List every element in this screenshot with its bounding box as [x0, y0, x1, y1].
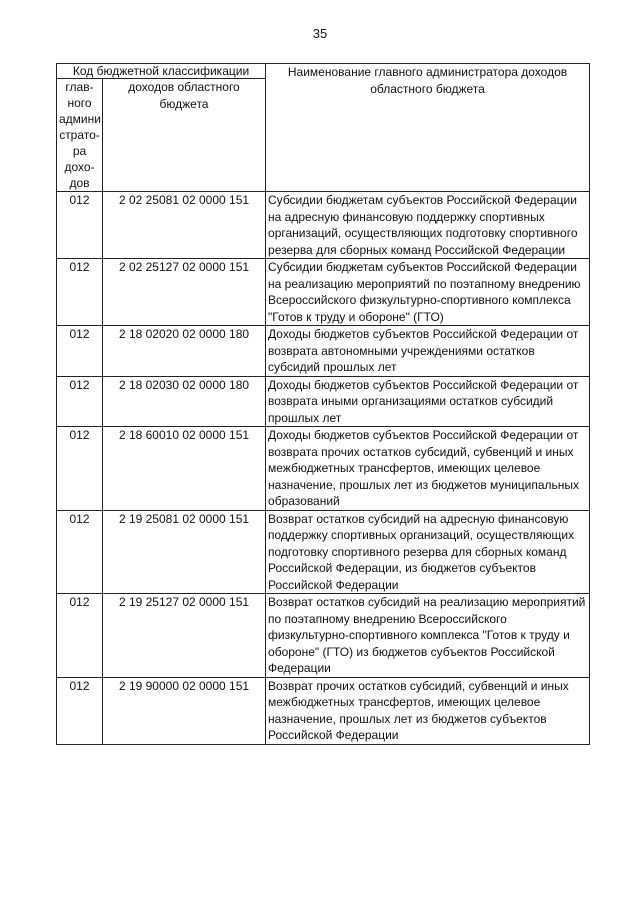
table-row	[57, 427, 590, 511]
table-row	[57, 326, 590, 377]
budget-classification-table	[56, 63, 590, 745]
header-row-group	[57, 64, 590, 79]
cell-administrator-code: 012	[57, 677, 103, 744]
cell-revenue-code: 2 02 25127 02 0000 151	[103, 259, 266, 326]
table-row	[57, 594, 590, 678]
cell-revenue-code: 2 18 60010 02 0000 151	[103, 427, 266, 511]
table-row	[57, 510, 590, 594]
cell-administrator-revenue-name: Доходы бюджетов субъектов Российской Федерации от возврата иными организациями остатков субсидий прошлых лет	[266, 376, 590, 427]
cell-administrator-revenue-name: Доходы бюджетов субъектов Российской Федерации от возврата прочих остатков субсидий, субвенций и иных межбюджетных трансфертов, имеющих целевое назначение, прошлых лет из бюджетов муниципальных образований	[266, 427, 590, 511]
header-main-administrator-line: дов	[69, 176, 90, 190]
header-main-administrator-line: глав-	[65, 80, 94, 94]
cell-administrator-code: 012	[57, 510, 103, 594]
cell-administrator-code: 012	[57, 192, 103, 259]
table-row	[57, 677, 590, 744]
cell-administrator-code: 012	[57, 427, 103, 511]
cell-revenue-code: 2 18 02030 02 0000 180	[103, 376, 266, 427]
cell-administrator-code: 012	[57, 376, 103, 427]
cell-administrator-code: 012	[57, 326, 103, 377]
cell-revenue-code: 2 19 90000 02 0000 151	[103, 677, 266, 744]
cell-revenue-code: 2 19 25127 02 0000 151	[103, 594, 266, 678]
cell-revenue-code: 2 02 25081 02 0000 151	[103, 192, 266, 259]
cell-revenue-code: 2 19 25081 02 0000 151	[103, 510, 266, 594]
cell-administrator-revenue-name: Возврат остатков субсидий на адресную финансовую поддержку спортивных организаций, осуществляющих подготовку спортивного резерва для сборных команд Российской Федерации, из бюджетов субъектов Российской Федерации	[266, 510, 590, 594]
cell-administrator-revenue-name: Возврат остатков субсидий на реализацию мероприятий по поэтапному внедрению Всероссийского физкультурно-спортивного комплекса "Готов к труду и обороне" (ГТО) из бюджетов субъектов Российской Федерации	[266, 594, 590, 678]
header-main-administrator-line: ного	[67, 96, 92, 110]
page-number: 35	[312, 26, 328, 41]
table-row	[57, 192, 590, 259]
header-administrator-name: Наименование главного администратора доходов областного бюджета	[266, 64, 590, 192]
table-row	[57, 259, 590, 326]
header-budget-classification-code: Код бюджетной классификации	[57, 64, 266, 79]
table-body	[57, 192, 590, 745]
cell-revenue-code: 2 18 02020 02 0000 180	[103, 326, 266, 377]
cell-administrator-code: 012	[57, 259, 103, 326]
cell-administrator-code: 012	[57, 594, 103, 678]
cell-administrator-revenue-name: Субсидии бюджетам субъектов Российской Федерации на адресную финансовую поддержку спортивных организаций, осуществляющих подготовку спортивного резерва для сборных команд Российской Федерации	[266, 192, 590, 259]
header-main-administrator-line: страто-	[59, 128, 100, 142]
header-main-administrator	[57, 79, 103, 192]
header-main-administrator-line: админи	[59, 112, 101, 126]
cell-administrator-revenue-name: Возврат прочих остатков субсидий, субвенций и иных межбюджетных трансфертов, имеющих целевое назначение, прошлых лет из бюджетов субъектов Российской Федерации	[266, 677, 590, 744]
cell-administrator-revenue-name: Доходы бюджетов субъектов Российской Федерации от возврата автономными учреждениями остатков субсидий прошлых лет	[266, 326, 590, 377]
header-main-administrator-line: ра	[72, 144, 87, 158]
table-row	[57, 376, 590, 427]
header-regional-revenue: доходов областного бюджета	[103, 79, 266, 192]
header-main-administrator-line: дохо-	[64, 160, 95, 174]
cell-administrator-revenue-name: Субсидии бюджетам субъектов Российской Федерации на реализацию мероприятий по поэтапному внедрению Всероссийского физкультурно-спортивного комплекса "Готов к труду и обороне" (ГТО)	[266, 259, 590, 326]
